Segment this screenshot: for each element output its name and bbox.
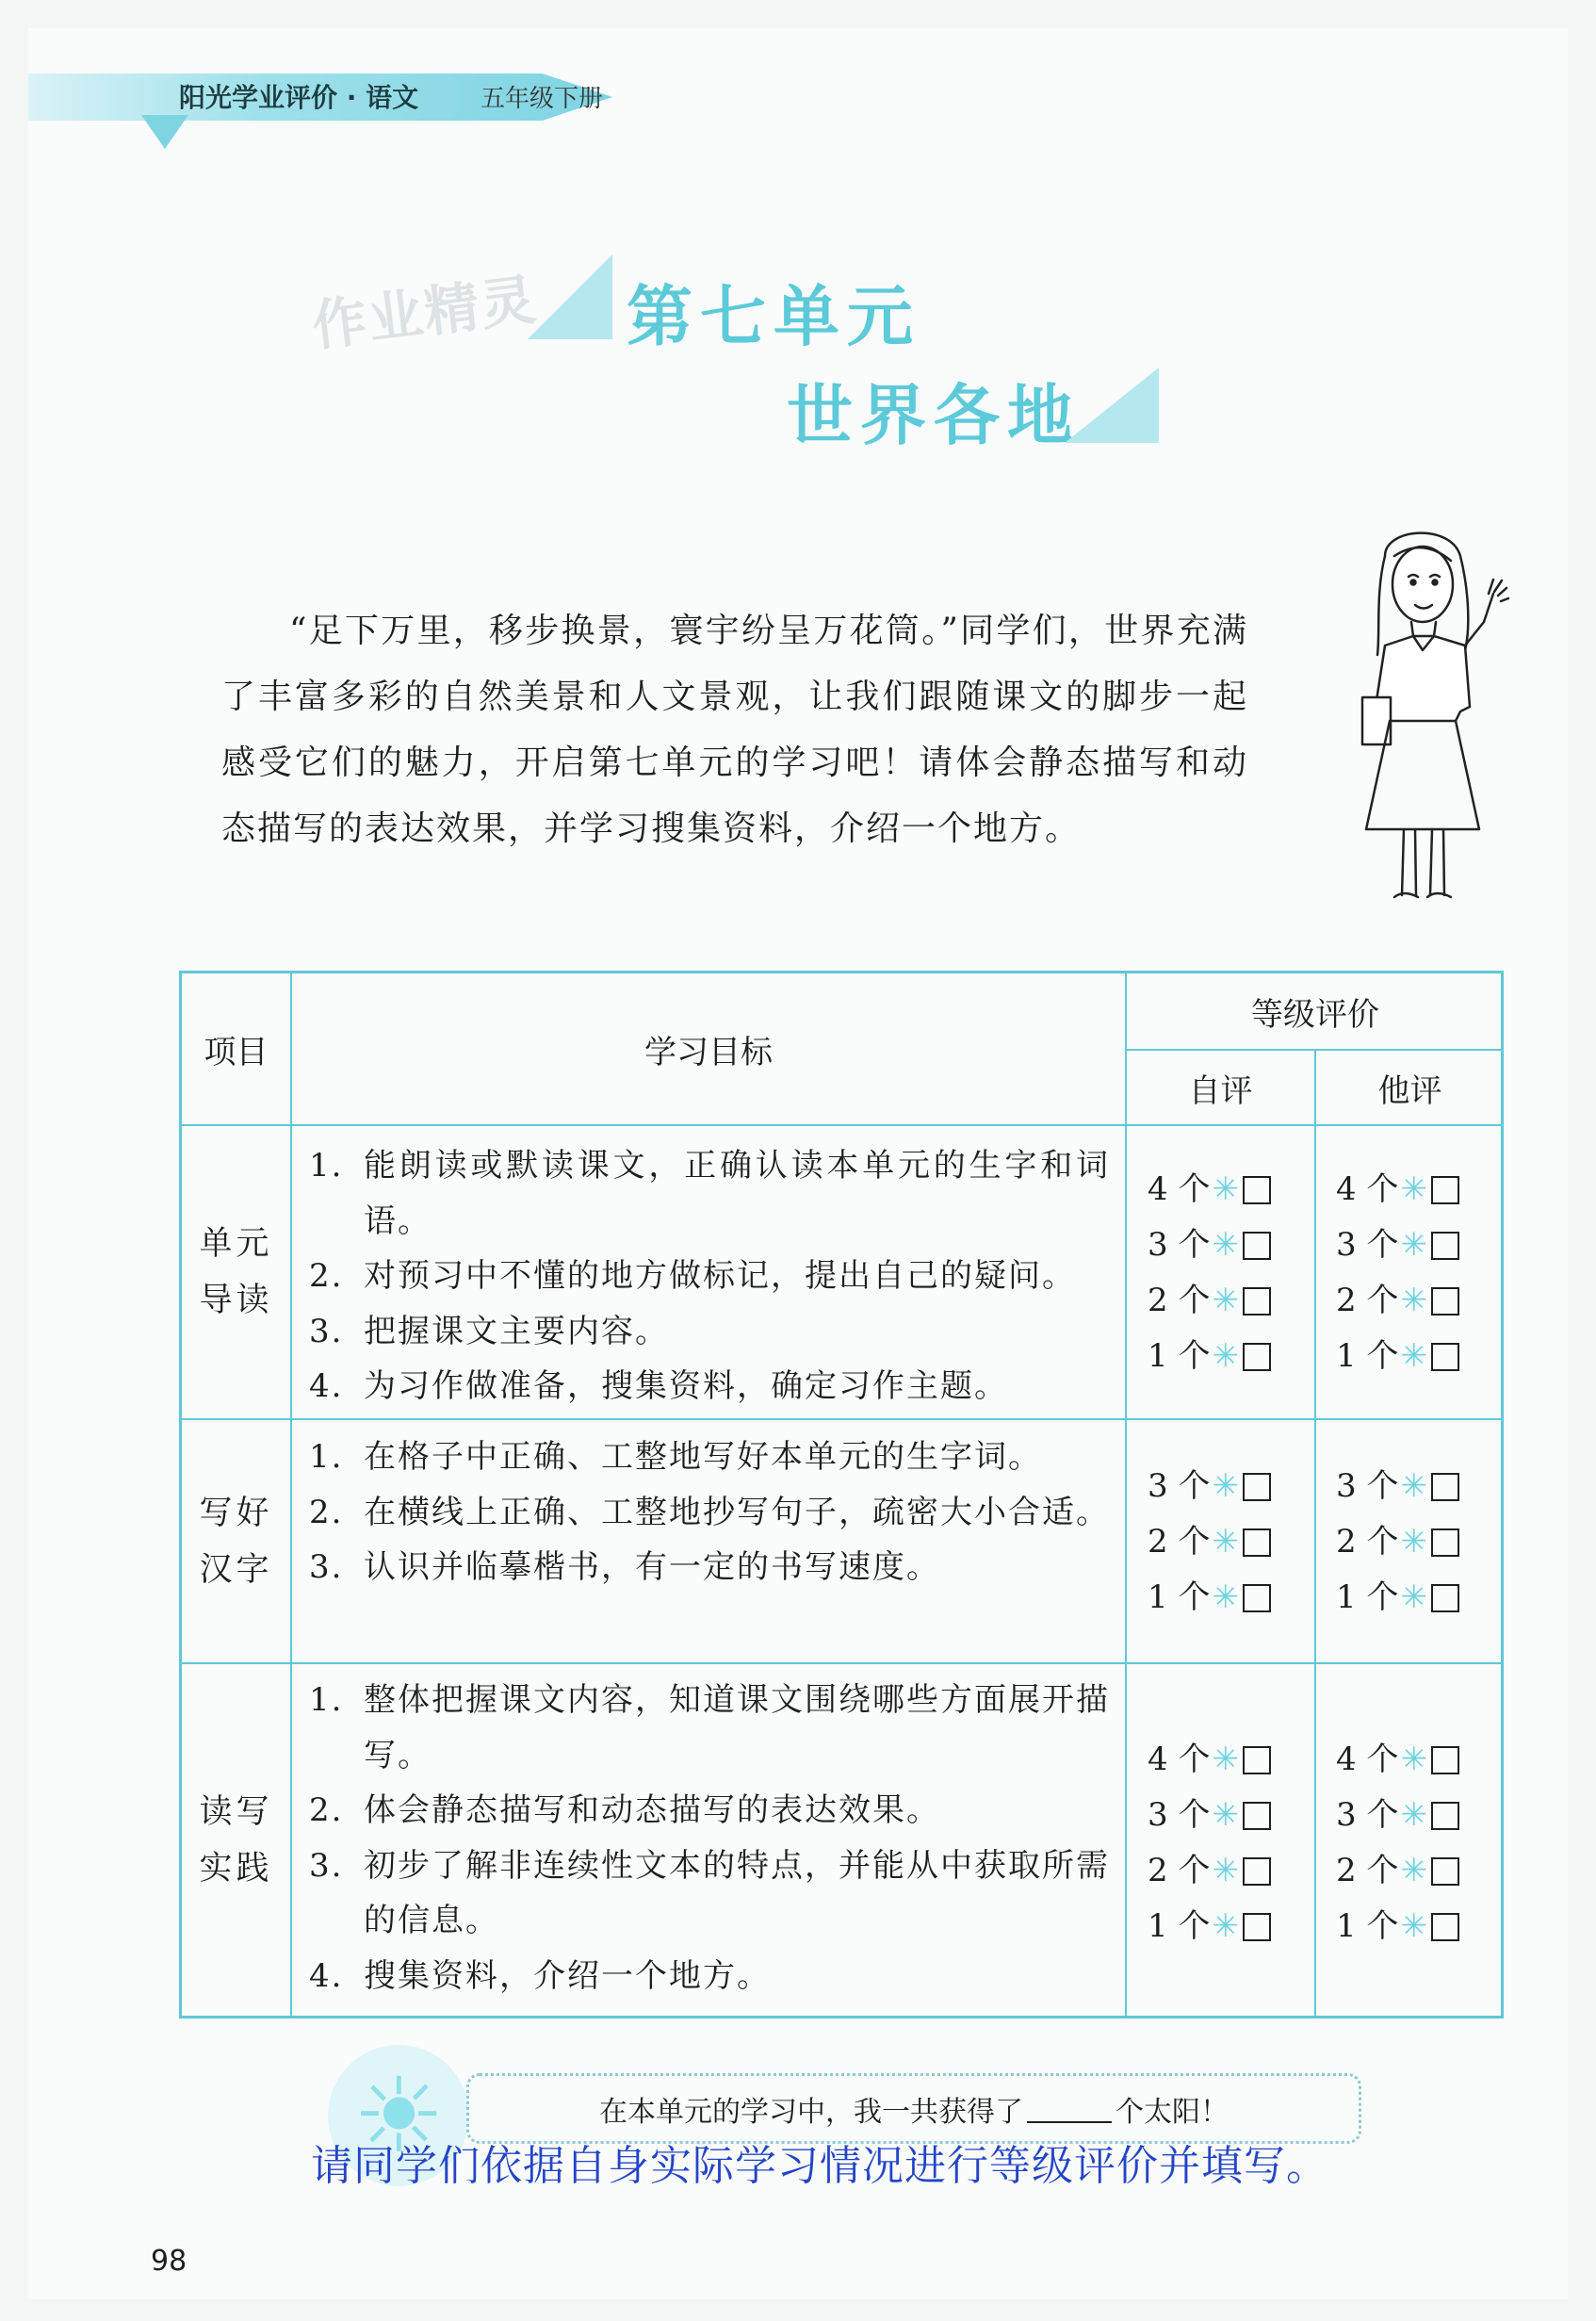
goal-item: 3. 初步了解非连续性文本的特点，并能从中获取所需的信息。 [309, 1846, 1110, 1939]
self-rating-group: 4 个 ✳ 3 个 ✳ 2 个 ✳ 1 个 ✳ [1148, 1732, 1271, 1954]
header-banner-tab [141, 115, 188, 149]
goal-item: 2. 对预习中不懂的地方做标记，提出自己的疑问。 [309, 1257, 1076, 1295]
project-label: 写好 [199, 1494, 273, 1532]
peer-rating-group: 3 个 ✳ 2 个 ✳ 1 个 ✳ [1336, 1459, 1459, 1626]
checkbox-icon[interactable] [1243, 1232, 1271, 1260]
checkbox-icon[interactable] [1431, 1584, 1459, 1612]
sun-icon: ✳ [1212, 1282, 1239, 1319]
sun-icon: ✳ [1212, 1523, 1239, 1561]
checkbox-icon[interactable] [1243, 1176, 1271, 1204]
checkbox-icon[interactable] [1243, 1584, 1271, 1612]
title-decoration-left [528, 254, 612, 339]
checkbox-icon[interactable] [1431, 1232, 1459, 1260]
checkbox-icon[interactable] [1431, 1528, 1459, 1557]
sun-icon: ✳ [1400, 1170, 1427, 1208]
unit-number: 第七单元 [627, 277, 920, 355]
checkbox-icon[interactable] [1243, 1913, 1271, 1941]
checkbox-icon[interactable] [1431, 1802, 1459, 1830]
checkbox-icon[interactable] [1431, 1746, 1459, 1774]
sun-count-blank[interactable] [1027, 2095, 1112, 2123]
checkbox-icon[interactable] [1243, 1746, 1271, 1774]
header-goals: 学习目标 [644, 1033, 773, 1071]
sun-icon: ✳ [1400, 1741, 1427, 1778]
self-rating-group: 4 个 ✳ 3 个 ✳ 2 个 ✳ 1 个 ✳ [1148, 1162, 1271, 1384]
header-rating: 等级评价 [1251, 995, 1379, 1034]
checkbox-icon[interactable] [1243, 1343, 1271, 1371]
project-cell [182, 1126, 290, 1418]
project-cell [182, 1420, 290, 1662]
grade-label: 五年级下册 [480, 85, 604, 113]
goals-list [309, 1673, 1110, 2003]
evaluation-table [179, 971, 1504, 2019]
header-self-rating: 自评 [1188, 1071, 1253, 1110]
goals-list [309, 1430, 1110, 1595]
page [28, 28, 1568, 2299]
project-cell [182, 1664, 290, 2016]
checkbox-icon[interactable] [1431, 1913, 1459, 1941]
goals-list [309, 1138, 1110, 1414]
goal-item: 3. 把握课文主要内容。 [309, 1312, 669, 1350]
goal-item: 1. 在格子中正确、工整地写好本单元的生字词。 [309, 1438, 1042, 1476]
project-label: 实践 [199, 1849, 273, 1888]
summary-text: 在本单元的学习中，我一共获得了 [599, 2095, 1023, 2129]
sun-icon: ✳ [1400, 1337, 1427, 1375]
student-figure [1328, 518, 1517, 923]
peer-rating-group: 4 个 ✳ 3 个 ✳ 2 个 ✳ 1 个 ✳ [1336, 1162, 1459, 1384]
checkbox-icon[interactable] [1243, 1802, 1271, 1830]
self-rating-group: 3 个 ✳ 2 个 ✳ 1 个 ✳ [1148, 1459, 1271, 1626]
project-label: 导读 [199, 1282, 273, 1319]
sun-icon: ✳ [1212, 1907, 1239, 1945]
checkbox-icon[interactable] [1431, 1473, 1459, 1501]
book-title: 阳光学业评价 · 语文 [179, 82, 419, 113]
header-project: 项目 [204, 1033, 269, 1071]
unit-theme: 世界各地 [787, 376, 1081, 454]
checkbox-icon[interactable] [1243, 1857, 1271, 1886]
sun-badge-icon: ☀ [328, 2045, 469, 2186]
goal-item: 2. 在横线上正确、工整地抄写句子，疏密大小合适。 [309, 1493, 1110, 1531]
goal-item: 1. 能朗读或默读课文，正确认读本单元的生字和词语。 [309, 1147, 1110, 1240]
goal-item: 3. 认识并临摹楷书，有一定的书写速度。 [309, 1548, 940, 1586]
checkbox-icon[interactable] [1431, 1857, 1459, 1886]
sun-icon: ✳ [1400, 1796, 1427, 1834]
goal-item: 1. 整体把握课文内容，知道课文围绕哪些方面展开描写。 [309, 1681, 1110, 1774]
peer-rating-group: 4 个 ✳ 3 个 ✳ 2 个 ✳ 1 个 ✳ [1336, 1732, 1459, 1954]
checkbox-icon[interactable] [1431, 1287, 1459, 1316]
sun-icon: ✳ [1212, 1741, 1239, 1778]
project-label: 读写 [199, 1792, 273, 1831]
project-label: 汉字 [199, 1550, 273, 1589]
sun-icon: ✳ [1400, 1578, 1427, 1616]
checkbox-icon[interactable] [1243, 1528, 1271, 1557]
page-number: 98 [151, 2245, 187, 2278]
checkbox-icon[interactable] [1243, 1473, 1271, 1501]
goal-item: 2. 体会静态描写和动态描写的表达效果。 [309, 1791, 940, 1829]
sun-icon: ✳ [1212, 1337, 1239, 1375]
goal-item: 4. 搜集资料，介绍一个地方。 [309, 1956, 771, 1995]
sun-icon: ✳ [1212, 1170, 1239, 1208]
sun-icon: ✳ [1212, 1578, 1239, 1616]
sun-icon: ✳ [1400, 1523, 1427, 1561]
sun-icon: ✳ [1212, 1226, 1239, 1264]
sun-icon: ✳ [1212, 1467, 1239, 1505]
goal-item: 4. 为习作做准备，搜集资料，确定习作主题。 [309, 1367, 1008, 1405]
watermark-logo: 作业精灵 [308, 267, 541, 359]
summary-text: 个太阳！ [1116, 2095, 1229, 2129]
header-peer-rating: 他评 [1377, 1071, 1442, 1110]
sun-icon: ✳ [1212, 1796, 1239, 1834]
instruction-note: 请同学们依据自身实际学习情况进行等级评价并填写。 [311, 2142, 1328, 2190]
sun-icon: ✳ [1400, 1282, 1427, 1319]
intro-paragraph: “足下万里，移步换景，寰宇纷呈万花筒。”同学们，世界充满了丰富多彩的自然美景和人文景观，让我们跟随课文的脚步一起感受它们的魅力，开启第七单元的学习吧！请体会静态描写和动态描写的表达效果，并学习搜集资料，介绍一个地方。 [221, 612, 1248, 848]
sun-icon: ✳ [1400, 1907, 1427, 1945]
sun-icon: ✳ [1400, 1852, 1427, 1889]
sun-icon: ✳ [1400, 1467, 1427, 1505]
project-label: 单元 [199, 1225, 273, 1263]
checkbox-icon[interactable] [1431, 1343, 1459, 1371]
sun-icon: ✳ [1400, 1226, 1427, 1264]
checkbox-icon[interactable] [1243, 1287, 1271, 1316]
sun-icon: ✳ [1212, 1852, 1239, 1889]
checkbox-icon[interactable] [1431, 1176, 1459, 1204]
